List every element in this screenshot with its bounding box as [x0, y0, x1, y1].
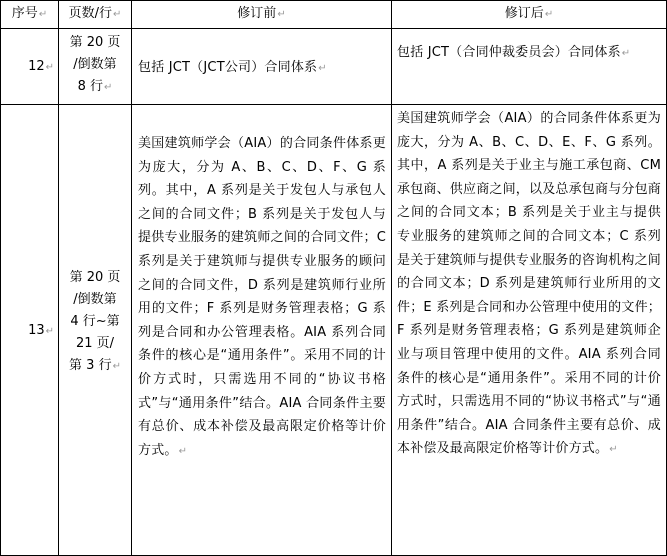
- row-separator: [0, 104, 667, 105]
- row-13-seq: 13↵: [28, 323, 54, 338]
- column-divider-3: [391, 0, 392, 556]
- header-separator: [0, 28, 667, 29]
- row-13-before: 美国建筑师学会（AIA）的合同条件体系更为庞大，分为 A、B、C、D、F、G 系列。其中，A 系列是关于发包人与承包人之间的合同文件；B 系列是关于发包人与提供专业服务的建筑师之间的合同文件；C 系列是关于建筑师与提供专业服务的顾问之间的合同文件，D 系列是建筑师行业所用的文件；F 系列是财务管理表格；G 系列是合同和办公管理表格。AIA 系列合同条件的核心是“通用条件”。采用不同的计价方式时，只需选用不同的“协议书格式”与“通用条件”结合。AIA 合同条件主要有总价、成本补偿及最高限定价格等计价方式。↵: [138, 136, 386, 458]
- header-after: 修订后↵: [504, 6, 554, 21]
- header-before: 修订前↵: [237, 6, 286, 21]
- header-page: 页数/行↵: [68, 6, 122, 21]
- row-12-seq: 12↵: [28, 59, 54, 74]
- row-12-after: 包括 JCT（合同仲裁委员会）合同体系↵: [397, 45, 631, 60]
- row-13-page: 第 20 页 /倒数第 4 行~第 21 页/ 第 3 行↵: [69, 270, 121, 373]
- row-12-before: 包括 JCT（JCT公司）合同体系↵: [138, 60, 327, 75]
- table-border-left: [0, 0, 1, 556]
- row-13-after: 美国建筑师学会（AIA）的合同条件体系更为庞大，分为 A、B、C、D、E、F、G 系列。其中，A 系列是关于业主与施工承包商、CM 承包商、供应商之间，以及总承包商与分包商之间的合同文本；B 系列是关于业主与提供专业服务的建筑师之间的合同文本；C 系列是关于建筑师与提供专业服务的咨询机构之间的合同文本；D 系列是建筑师行业所用的文件；E 系列是合同和办公管理中使用的文件；F 系列是财务管理表格；G 系列是建筑师企业与项目管理中使用的文件。AIA 系列合同条件的核心是“通用条件”。采用不同的计价方式时，只需选用不同的“协议书格式”与“通用条件”结合。AIA 合同条件主要有总价、成本补偿及最高限定价格等计价方式。↵: [397, 111, 662, 457]
- row-12-page: 第 20 页 /倒数第 8 行↵: [69, 35, 121, 94]
- header-seq: 序号↵: [11, 6, 48, 21]
- column-divider-2: [131, 0, 132, 556]
